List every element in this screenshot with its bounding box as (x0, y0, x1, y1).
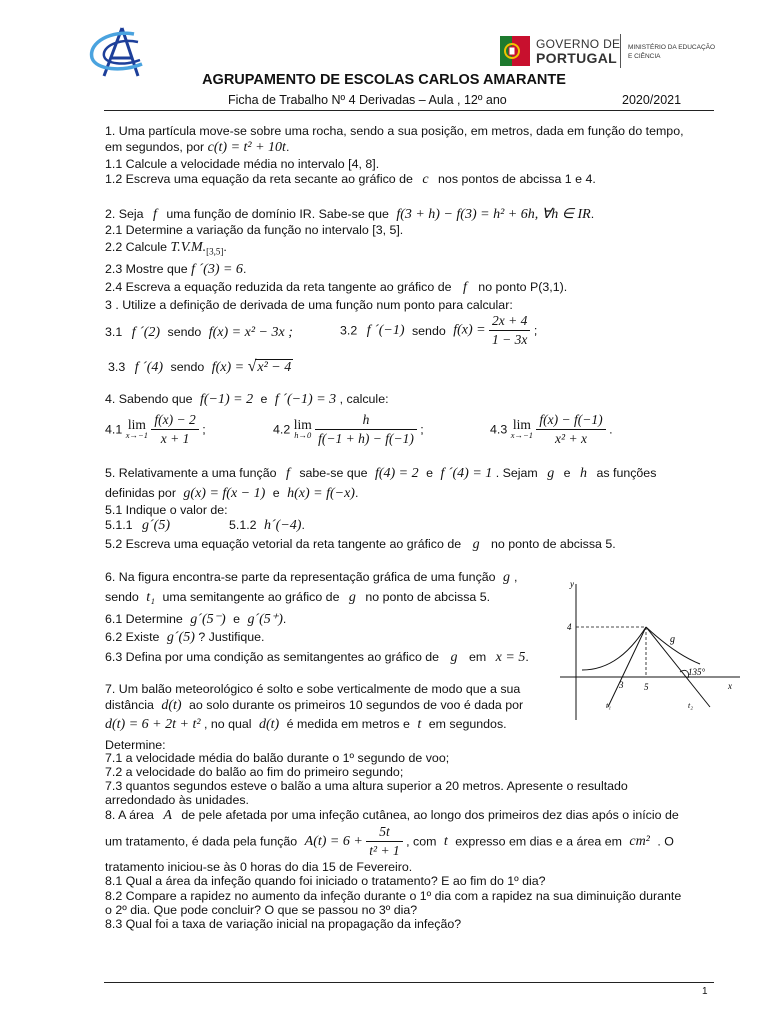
q3-2-sendo: sendo (411, 323, 446, 338)
footer-rule (104, 982, 714, 983)
q5-var-h: h (580, 466, 588, 481)
q7-line-b (105, 698, 523, 714)
q2-text-b: uma função de domínio IR. Sabe-se que (166, 207, 389, 221)
q4-e: e (260, 392, 268, 406)
q4-1-lim (125, 416, 148, 441)
q2-line: 2. Seja f uma função de domínio IR. Sabe-se que f(3 + h) − f(3) = h² + 6h, ∀h ∈ IR. (105, 207, 595, 222)
q4-1 (105, 412, 206, 447)
q2-3-formula: f ´(3) = 6 (191, 262, 243, 277)
q2-1: 2.1 Determine a variação da função no intervalo [3, 5]. (105, 223, 404, 237)
label-t1: t₁ (606, 701, 612, 710)
q6-text-b: sendo (105, 590, 139, 604)
q5-2-text-b: no ponto de abcissa 5. (491, 537, 616, 551)
q5-1-1-label: 5.1.1 (105, 518, 133, 532)
q3-3-radicand: x² − 4 (257, 360, 292, 375)
q8-var-t: t (443, 833, 448, 849)
q7-var-d2: d(t) (259, 717, 280, 732)
q3-1-label: 3.1 (105, 325, 123, 339)
q4-1-sep: ; (202, 422, 206, 437)
q6-2-f: g´(5) (166, 630, 195, 645)
q8-2a: 8.2 Compare a rapidez no aumento da infeção durante o 1º dia com a rapidez na sua diminuição durante (105, 889, 682, 903)
q2-3: 2.3 Mostre que f ´(3) = 6. (105, 262, 247, 277)
q3-3-lhs: f(x) = (211, 360, 245, 375)
q7-1: 7.1 a velocidade média do balão durante o 1º segundo de voo; (105, 751, 450, 765)
q4-3-lim (510, 416, 533, 441)
gov-line-2: PORTUGAL (536, 50, 617, 66)
logo-divider (620, 34, 621, 68)
q1-line-a: 1. Uma partícula move-se sobre uma rocha, sendo a sua posição, em metros, dada em função do tempo, (105, 124, 684, 138)
q4-3-end: . (609, 422, 613, 437)
q3-1 (105, 325, 293, 341)
lim-word: lim (512, 416, 531, 432)
q5-line-b: definidas por g(x) = f(x − 1) e h(x) = f(−x). (105, 486, 359, 501)
q3-2-deriv: f ´(−1) (366, 322, 405, 338)
curve-g-left (582, 627, 646, 670)
lim-sub: x→−1 (125, 429, 148, 440)
q2-4 (105, 280, 567, 296)
q8-text-a: 8. A área (105, 808, 154, 822)
header-rule (104, 110, 714, 111)
q7-determine: Determine: (105, 738, 166, 752)
label-x: x (728, 681, 732, 691)
curve-g-right (646, 627, 700, 664)
q3-3 (108, 358, 293, 376)
q6-line-b (105, 590, 490, 606)
q4-1-label: 4.1 (105, 422, 123, 437)
q4-2 (273, 412, 424, 447)
q4-1-num: f(x) − 2 (151, 412, 198, 430)
q6-3-f: x = 5 (495, 650, 526, 665)
q4-line (105, 392, 389, 408)
q2-text-a: 2. Seja (105, 207, 144, 221)
q8-1: 8.1 Qual a área da infeção quando foi iniciado o tratamento? E ao fim do 1º dia? (105, 874, 546, 888)
page-number: 1 (702, 986, 708, 997)
q1-1: 1.1 Calcule a velocidade média no intervalo [4, 8]. (105, 157, 380, 171)
q2-3-text: 2.3 Mostre que (105, 262, 188, 276)
government-logo (500, 34, 716, 70)
q5-line-a (105, 466, 656, 482)
q8-text-c: um tratamento, é dada pela função (105, 834, 298, 849)
q3-3-label: 3.3 (108, 360, 126, 374)
q4-text-b: , calcule: (339, 392, 389, 406)
q5-1-2-f: h´(−4) (264, 518, 302, 533)
q8-text-b: de pele afetada por uma infeção cutânea, ao longo dos primeiros dez dias após o início de (181, 808, 679, 822)
q5-given-1: f(4) = 2 (374, 466, 419, 481)
q6-line-a: 6. Na figura encontra-se parte da representação gráfica de uma função g , (105, 570, 518, 585)
q1-2-text-a: 1.2 Escreva uma equação da reta secante ao gráfico de (105, 172, 413, 186)
q8-line-a (105, 808, 679, 824)
q6-2-text-a: 6.2 Existe (105, 630, 160, 644)
q1-formula: c(t) = t² + 10t (207, 140, 286, 155)
q8-3: 8.3 Qual foi a taxa de variação inicial na propagação da infeção? (105, 917, 462, 931)
q5-text-e: definidas por (105, 486, 176, 500)
q6-1-text: 6.1 Determine (105, 612, 183, 626)
q7-text-b: distância (105, 698, 154, 712)
q8-den: t² + 1 (369, 843, 400, 858)
q7-3b: arredondado às unidades. (105, 793, 249, 807)
q5-text-c: . Sejam (495, 466, 538, 480)
q5-1-2: 5.1.2 h´(−4). (229, 518, 305, 533)
q4-2-fraction (315, 412, 417, 447)
q7-var-d: d(t) (161, 698, 182, 713)
q4-3-fraction (536, 412, 605, 447)
q2-4-text-b: no ponto P(3,1). (478, 280, 568, 294)
q6-2-text-b: ? Justifique. (198, 630, 265, 644)
q5-2 (105, 537, 616, 553)
lim-sub: h→0 (294, 429, 312, 440)
label-4: 4 (567, 622, 572, 632)
q3-1-func: f(x) = x² − 3x ; (208, 325, 293, 340)
q6-1: 6.1 Determine g´(5⁻) e g´(5⁺). (105, 612, 287, 627)
q3-3-sendo: sendo (170, 360, 205, 374)
q4-2-label: 4.2 (273, 422, 291, 437)
q3-1-deriv: f ´(2) (131, 325, 161, 340)
gov-line-1: GOVERNO DE (536, 37, 621, 51)
lim-word: lim (293, 416, 312, 432)
q5-e3: e (272, 486, 280, 500)
q8-2b: o 2º dia. Que pode concluir? O que se passou no 3º dia? (105, 903, 418, 917)
q2-2: 2.2 Calcule $T.V.M._{[3,5]}$. (105, 240, 227, 257)
q5-text-d: as funções (596, 466, 657, 480)
q6-3-text-b: em (468, 650, 487, 664)
q5-2-text-a: 5.2 Escreva uma equação vetorial da reta tangente ao gráfico de (105, 537, 462, 551)
q8-line-c: tratamento iniciou-se às 0 horas do dia 15 de Fevereiro. (105, 860, 413, 874)
ministry-line-1: MINISTÉRIO DA EDUCAÇÃO (628, 44, 716, 51)
q5-def-h: h(x) = f(−x) (287, 486, 355, 501)
label-5: 5 (644, 682, 649, 692)
q4-3-den: x² + x (555, 431, 587, 446)
q5-text-b: sabe-se que (299, 466, 368, 480)
q6-3: 6.3 Defina por uma condição as semitangentes ao gráfico de g em x = 5. (105, 650, 529, 665)
q8-f-lhs: A(t) = 6 + (304, 833, 363, 849)
q1-line-b: em segundos, por c(t) = t² + 10t. (105, 140, 290, 155)
q8-text-d: , com (406, 834, 437, 849)
label-y: y (570, 579, 574, 589)
q4-1-den: x + 1 (160, 431, 190, 446)
q7-line-c (105, 717, 507, 733)
q6-var-t1: t₁ (146, 590, 155, 605)
q7-var-t: t (417, 717, 422, 732)
q4-2-lim (293, 416, 312, 441)
q4-given-2: f ´(−1) = 3 (274, 392, 337, 407)
q4-2-num: h (315, 412, 417, 430)
function-figure (540, 572, 750, 722)
label-3: 3 (619, 680, 624, 690)
q5-def-g: g(x) = f(x − 1) (183, 486, 266, 501)
q2-var-f: f (153, 207, 157, 222)
q7-text-c: ao solo durante os primeiros 10 segundos de voo é dada por (189, 698, 524, 712)
q8-var-a: A (163, 808, 172, 823)
label-t2: t₂ (688, 701, 694, 710)
q3-intro: 3 . Utilize a definição de derivada de uma função num ponto para calcular: (105, 298, 513, 312)
q4-1-fraction (151, 412, 198, 447)
q2-4-var: f (462, 280, 467, 295)
q7-text-d: , no qual (204, 717, 252, 731)
q4-3 (490, 412, 613, 447)
q6-text-a: 6. Na figura encontra-se parte da representação gráfica de uma função (105, 570, 496, 584)
q2-formula: f(3 + h) − f(3) = h² + 6h, ∀h ∈ IR (396, 207, 591, 222)
q5-var-f: f (285, 466, 290, 481)
q4-2-den: f(−1 + h) − f(−1) (318, 431, 414, 446)
q7-line-a: 7. Um balão meteorológico é solto e sobe verticalmente de modo que a sua (105, 682, 521, 696)
q7-text-e: é medida em metros e (286, 717, 410, 731)
q5-1-2-label: 5.1.2 (229, 518, 257, 532)
q8-num: 5t (366, 824, 402, 842)
q2-2-sub: [3,5] (206, 246, 224, 257)
q6-text-c: uma semitangente ao gráfico de (162, 590, 340, 604)
q4-3-label: 4.3 (490, 422, 508, 437)
q3-2-fraction (489, 313, 530, 348)
q6-var-g2: g (348, 590, 356, 605)
q5-1: 5.1 Indique o valor de: (105, 503, 228, 517)
q3-1-sendo: sendo (167, 325, 202, 339)
q3-2: 3.2 f ´(−1) sendo f(x) = $\frac{2x + 4}{1 - 3x}$ ; (340, 313, 538, 347)
lim-sub: x→−1 (510, 429, 533, 440)
q4-text-a: 4. Sabendo que (105, 392, 193, 406)
q6-1-f1: g´(5⁻) (190, 612, 226, 627)
q2-2-tvm: T.V.M. (170, 240, 207, 255)
q8-fraction (366, 824, 402, 859)
label-angle: 135° (688, 667, 706, 677)
q3-3-deriv: f ´(4) (134, 360, 164, 375)
q5-given-2: f ´(4) = 1 (440, 466, 493, 481)
school-year: 2020/2021 (622, 93, 682, 107)
worksheet-subtitle: Ficha de Trabalho Nº 4 Derivadas – Aula , 12º ano (228, 93, 507, 107)
tangent-t1 (608, 627, 646, 707)
q6-1-f2: g´(5⁺) (247, 612, 283, 627)
q1-text: em segundos, por (105, 140, 205, 154)
q7-3a: 7.3 quantos segundos esteve o balão a uma altura superior a 20 metros. Apresente o resultado (105, 779, 628, 793)
q6-1-e: e (233, 612, 241, 626)
q5-1-1-f: g´(5) (142, 518, 171, 533)
flag-emblem-icon (500, 36, 530, 66)
q1-2 (105, 172, 596, 188)
q1-2-var: c (422, 172, 429, 187)
q5-2-var: g (472, 537, 480, 552)
sqrt-symbol: √ (247, 358, 257, 375)
q6-text-d: no ponto de abcissa 5. (365, 590, 491, 604)
lim-word: lim (127, 416, 146, 432)
q5-text-a: 5. Relativamente a uma função (105, 466, 277, 480)
q8-unit: cm² (629, 833, 650, 849)
school-title: AGRUPAMENTO DE ESCOLAS CARLOS AMARANTE (202, 72, 566, 88)
q6-var-g: g (503, 570, 510, 585)
q5-e2: e (563, 466, 571, 480)
q6-3-var: g (450, 650, 458, 665)
q2-4-text-a: 2.4 Escreva a equação reduzida da reta tangente ao gráfico de (105, 280, 452, 294)
q8-line-b (105, 824, 674, 859)
q2-2-text: 2.2 Calcule (105, 240, 167, 254)
q4-3-num: f(x) − f(−1) (536, 412, 605, 430)
q3-2-lhs: f(x) = (453, 322, 486, 338)
q5-e: e (426, 466, 433, 480)
label-g: g (670, 634, 675, 645)
q3-2-num: 2x + 4 (489, 313, 530, 331)
q4-2-sep: ; (420, 422, 424, 437)
q5-1-1 (105, 518, 170, 534)
q6-3-text-a: 6.3 Defina por uma condição as semitangentes ao gráfico de (105, 650, 440, 664)
ministry-line-2: E CIÊNCIA (628, 53, 661, 60)
q8-text-e: expresso em dias e a área em (455, 834, 622, 849)
q3-2-label: 3.2 (340, 323, 358, 338)
q7-2: 7.2 a velocidade do balão ao fim do primeiro segundo; (105, 765, 404, 779)
q7-text-f: em segundos. (428, 717, 507, 731)
q5-var-g: g (547, 466, 555, 481)
q8-text-f: . O (657, 834, 674, 849)
q7-formula: d(t) = 6 + 2t + t² (105, 717, 201, 732)
q6-2 (105, 630, 264, 646)
q4-given-1: f(−1) = 2 (199, 392, 254, 407)
q3-2-den: 1 − 3x (492, 332, 528, 347)
q1-2-text-b: nos pontos de abcissa 1 e 4. (438, 172, 596, 186)
